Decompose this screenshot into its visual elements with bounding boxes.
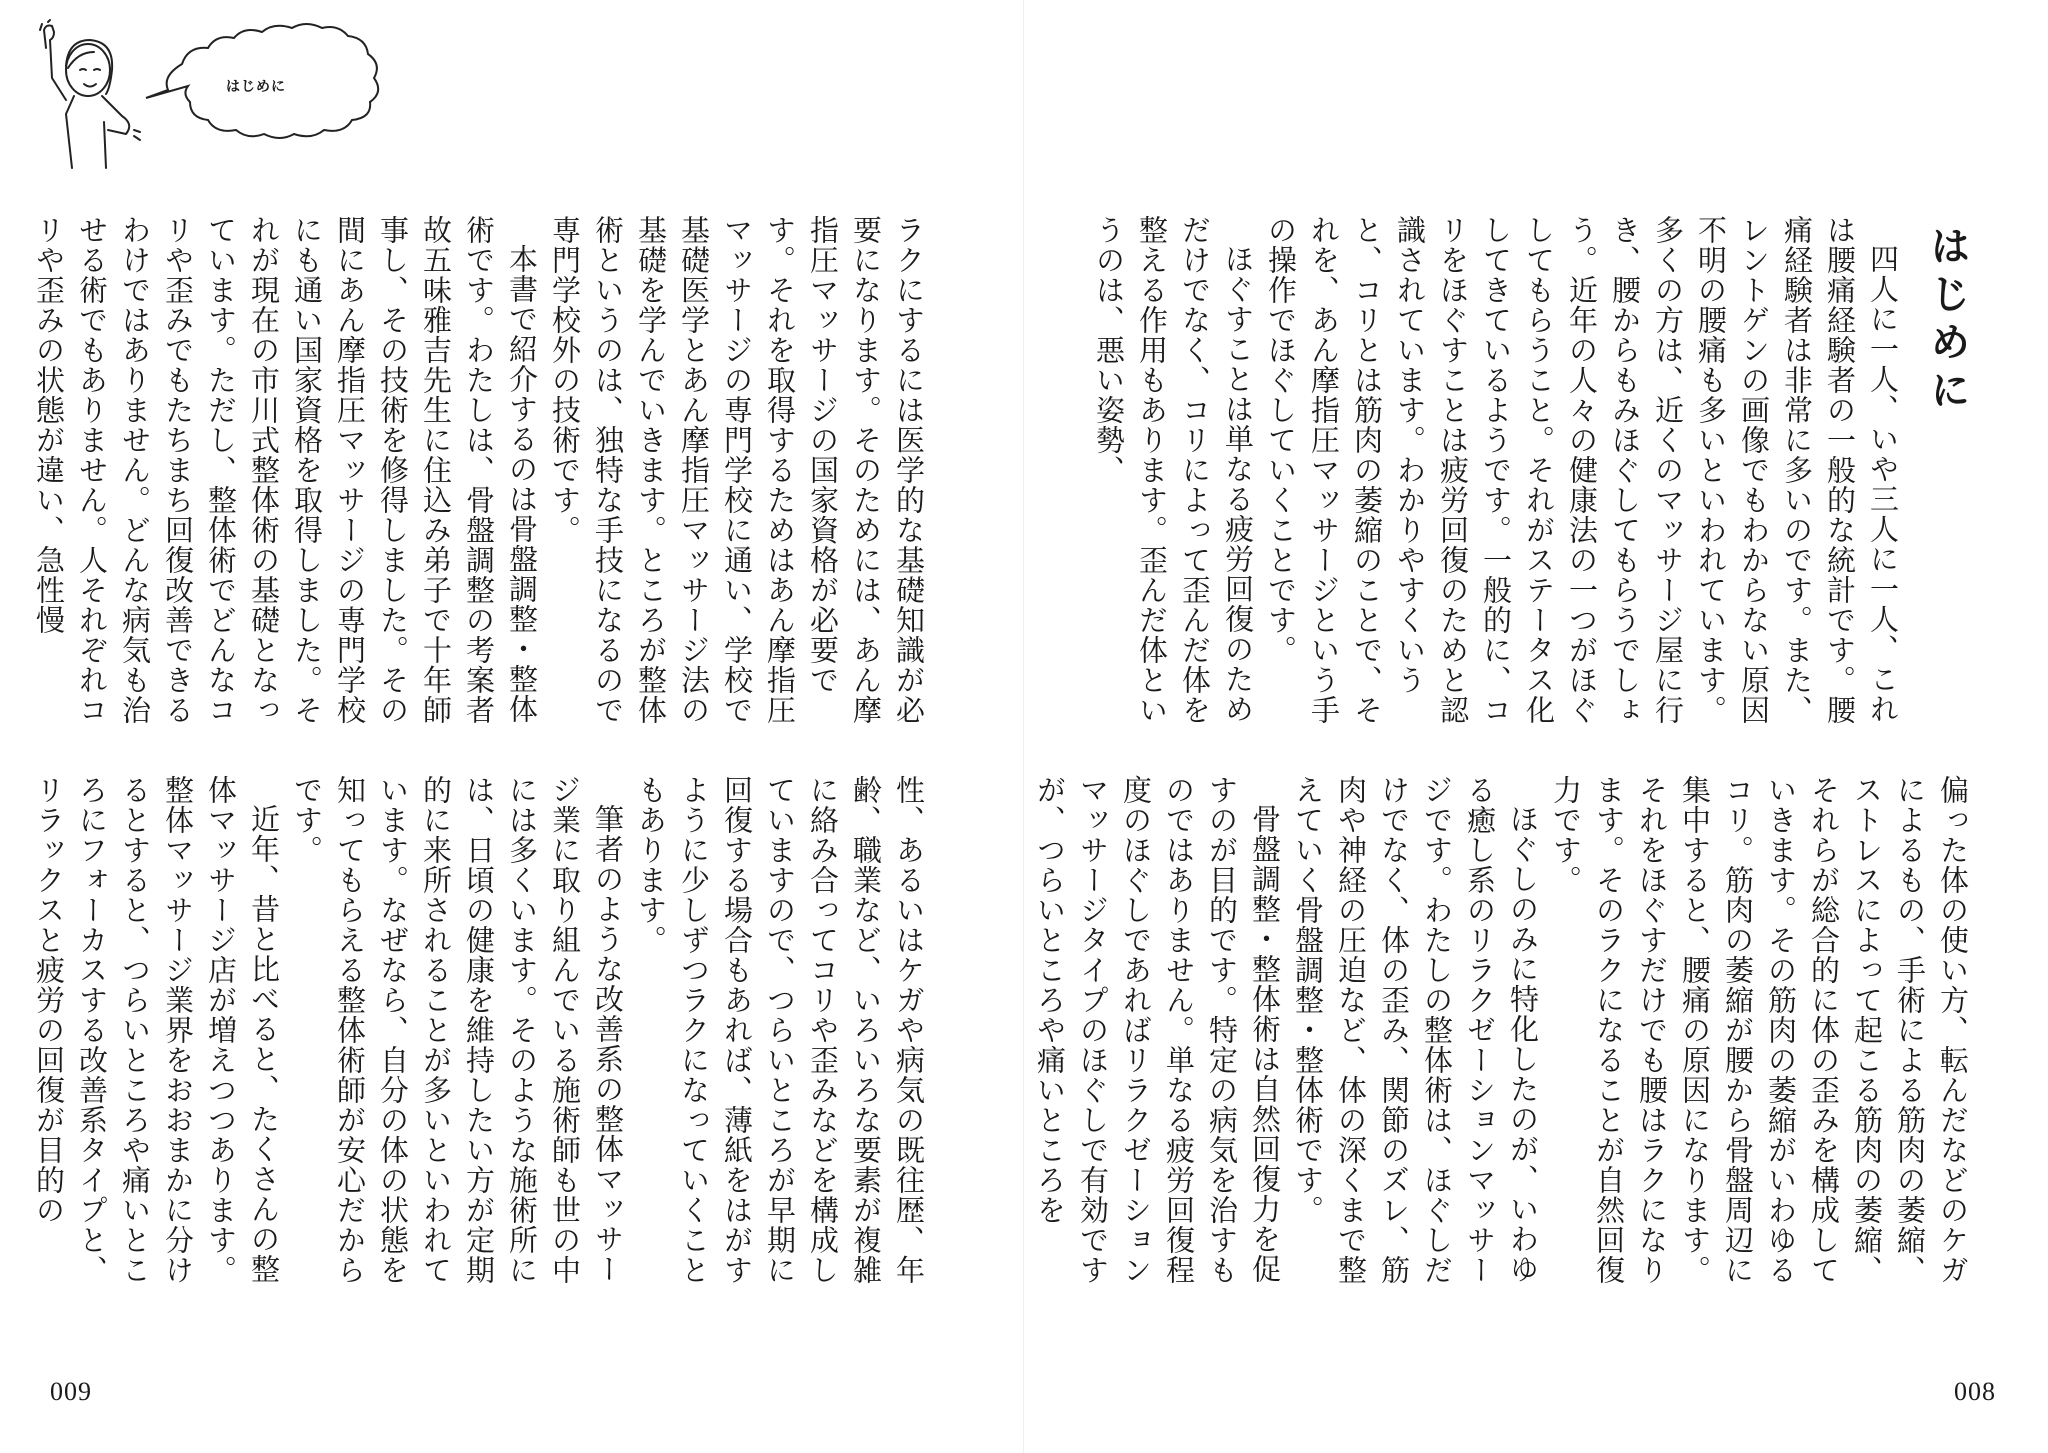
paragraph: 四人に一人、いや三人に一人、これは腰痛経験者の一般的な統計です。腰痛経験者は非常に多いのです。また、レントゲンの画像でもわからない原因不明の腰痛も多いといわれています。多くの方は、近くのマッサージ屋に行き、腰からもみほぐしてもらうでしょう。近年の人々の健康法の一つがほぐしてもらうこと。それがステータス化してきているようです。一般的に、コリをほぐすことは疲労回復のためと認識されています。わかりやすくいうと、コリとは筋肉の萎縮のことで、それを、あん摩指圧マッサージという手の操作でほぐしていくことです。 [1264, 215, 1900, 725]
paragraph: ほぐすことは単なる疲労回復のためだけでなく、コリによって歪んだ体を整える作用もあります。歪んだ体というのは、悪い姿勢、 [1092, 215, 1255, 725]
paragraph: 骨盤調整・整体術は自然回復力を促すのが目的です。特定の病気を治すものではありません。単なる疲労回復程度のほぐしであればリラクゼーションマッサージタイプのほぐしで有効ですが、つらいところや痛いところを [1033, 775, 1282, 1285]
bubble-label: はじめに [226, 79, 286, 95]
paragraph: ほぐしのみに特化したのが、いわゆる癒し系のリラクゼーションマッサージです。わたしの整体術は、ほぐしだけでなく、体の歪み、関節のズレ、筋肉や神経の圧迫など、体の深くまで整えていく骨盤調整・整体術です。 [1291, 775, 1540, 1285]
right-page [1024, 0, 2048, 1453]
right-upper-text-block [1092, 215, 1904, 735]
paragraph: 偏った体の使い方、転んだなどのケガによるもの、手術による筋肉の萎縮、ストレスによって起こる筋肉の萎縮、それらが総合的に体の歪みを構成していきます。その筋肉の萎縮がいわゆるコリ。筋肉の萎縮が腰から骨盤周辺に集中すると、腰痛の原因になります。それをほぐすだけでも腰はラクになります。そのラクになることが自然回復力です。 [1549, 775, 1970, 1285]
paragraph: 性、あるいはケガや病気の既往歴、年齢、職業など、いろいろな要素が複雑に絡み合ってコリや歪みなどを構成していますので、つらいところが早期に回復する場合もあれば、薄紙をはがすように少しずつラクになっていくこともあります。 [634, 775, 926, 1285]
page-number: 009 [50, 1377, 92, 1406]
thought-bubble [142, 30, 442, 150]
page-number: 008 [1954, 1377, 1996, 1406]
right-lower-text-block [1033, 775, 1974, 1295]
paragraph: ラクにするには医学的な基礎知識が必要になります。そのためには、あん摩指圧マッサージの国家資格が必要です。それを取得するためはあん摩指圧マッサージの専門学校に通い、学校で基礎医学とあん摩指圧マッサージ法の基礎を学んでいきます。ところが整体術というのは、独特な手技になるので専門学校外の技術です。 [548, 215, 926, 725]
left-lower-text-block [32, 775, 930, 1295]
left-upper-text-block [32, 215, 930, 735]
chapter-heading: はじめに [1924, 225, 1970, 417]
paragraph: 近年、昔と比べると、たくさんの整体マッサージ店が増えつつあります。整体マッサージ業界をおおまかに分けるとすると、つらいところや痛いところにフォーカスする改善系タイプと、リラックスと疲労の回復が目的の [32, 775, 281, 1285]
paragraph: 筆者のような改善系の整体マッサージ業に取り組んでいる施術師も世の中には多くいます。そのような施術所には、日頃の健康を維持したい方が定期的に来所されることが多いといわれています。なぜなら、自分の体の状態を知ってもらえる整体術師が安心だからです。 [290, 775, 625, 1285]
paragraph: 本書で紹介するのは骨盤調整・整体術です。わたしは、骨盤調整の考案者故五味雅吉先生に住込み弟子で十年師事し、その技術を修得しました。その間にあん摩指圧マッサージの専門学校にも通い国家資格を取得しました。それが現在の市川式整体術の基礎となっています。ただし、整体術でどんなコリや歪みでもたちまち回復改善できるわけではありません。どんな病気も治せる術でもありません。人それぞれコリや歪みの状態が違い、急性慢 [32, 215, 539, 725]
